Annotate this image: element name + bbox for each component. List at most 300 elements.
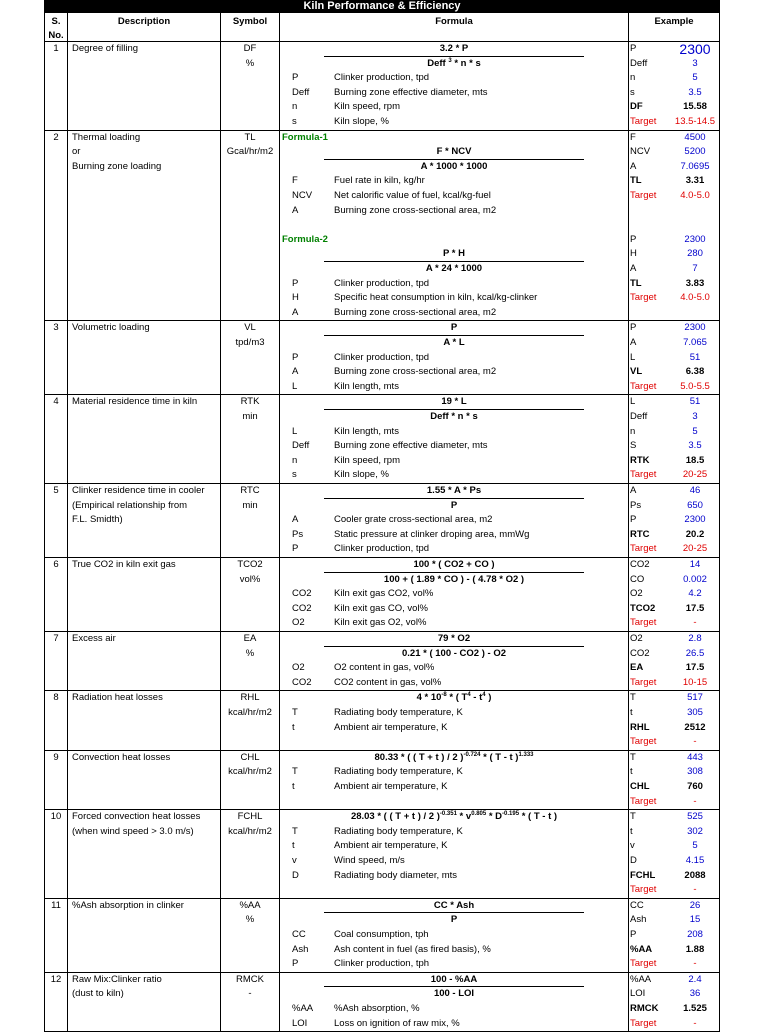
symbol-cell: [221, 558, 280, 631]
formula-variable: [280, 351, 628, 366]
example-input: [629, 233, 719, 248]
example-label: LOI: [630, 988, 646, 1000]
variable-symbol: O2: [292, 662, 305, 674]
example-target: [629, 189, 719, 204]
example-input: [629, 71, 719, 86]
example-result: [629, 602, 719, 617]
example-value: 3.31: [685, 175, 705, 187]
formula-denominator: [280, 336, 628, 351]
description-line: Radiation heat losses: [72, 692, 163, 704]
example-value: 26: [689, 899, 701, 911]
formula-denominator: [280, 987, 628, 1002]
example-value: 650: [687, 499, 703, 511]
variable-symbol: P: [292, 72, 299, 84]
formula-variable: [280, 869, 628, 884]
symbol-line: kcal/hr/m2: [228, 706, 272, 718]
description-cell: [68, 632, 221, 690]
symbol-line: kcal/hr/m2: [228, 825, 272, 837]
example-input: [629, 647, 719, 662]
example-label: CHL: [630, 780, 650, 792]
example-label: [629, 306, 671, 321]
formula-expression: [280, 751, 628, 766]
description-line: F.L. Smidth): [72, 514, 123, 526]
formula-variable: [280, 676, 628, 691]
example-target: [629, 883, 719, 898]
table-row: [45, 558, 719, 632]
example-value: 305: [687, 706, 703, 718]
formula-text: 100 - LOI: [433, 988, 475, 1000]
example-label: P: [630, 43, 637, 54]
formula-variable: [280, 706, 628, 721]
formula-label: [280, 233, 628, 248]
formula-cell: [280, 691, 629, 749]
formula-text: 0.21 * ( 100 - CO2 ) - O2: [401, 647, 506, 659]
example-input: [629, 632, 719, 647]
example-value: 4.15: [685, 854, 705, 866]
example-cell: [629, 395, 719, 483]
example-input: [629, 899, 719, 914]
example-input: [629, 145, 719, 160]
example-label: L: [630, 351, 636, 363]
example-value: 2.4: [688, 973, 702, 985]
example-input: [629, 854, 719, 869]
variable-definition: CO2 content in gas, vol%: [334, 676, 442, 688]
example-input: [629, 410, 719, 425]
example-value: 18.5: [685, 454, 705, 466]
variable-definition: Ambient air temperature, K: [334, 780, 448, 792]
example-label: P: [630, 928, 637, 940]
example-label: Deff: [630, 57, 648, 69]
example-result: [629, 277, 719, 292]
formula-variable: [280, 825, 628, 840]
example-label: RHL: [630, 721, 650, 733]
example-value: 7: [692, 262, 698, 274]
formula-variable: [280, 115, 628, 130]
formula-variable: [280, 943, 628, 958]
formula-variable: [280, 174, 628, 189]
example-label: P: [630, 322, 637, 334]
example-value: -: [693, 736, 697, 748]
example-label: TCO2: [630, 602, 656, 614]
example-value: [671, 204, 719, 219]
example-input: [629, 351, 719, 366]
variable-symbol: A: [292, 306, 299, 318]
example-input: [629, 57, 719, 72]
formula-text: 80.33 * ( ( T + t ) / 2 )$^{-0.724}$ * ( T - t )$^{1.333}$: [374, 751, 534, 763]
example-target: [629, 795, 719, 810]
formula-variable: [280, 468, 628, 483]
example-label: Target: [630, 795, 657, 807]
description-cell: [68, 810, 221, 898]
example-label: %AA: [630, 943, 653, 955]
formula-spacer: [280, 883, 628, 898]
row-number: 5: [53, 484, 59, 496]
formula-denominator: [280, 262, 628, 277]
variable-definition: Burning zone effective diameter, mts: [334, 440, 488, 452]
description-line: (when wind speed > 3.0 m/s): [72, 825, 194, 837]
sno-cell: [45, 751, 68, 809]
formula-text: CC * Ash: [324, 899, 584, 914]
description-cell: [68, 484, 221, 557]
sno-cell: [45, 691, 68, 749]
formula-variable: [280, 928, 628, 943]
formula-label-text: Formula-1: [282, 131, 328, 143]
row-number: 11: [51, 899, 61, 911]
symbol-cell: [221, 484, 280, 557]
example-label: Target: [630, 380, 657, 392]
example-label: CO2: [630, 558, 650, 570]
example-value: 4500: [684, 131, 706, 143]
example-label: H: [630, 248, 637, 260]
symbol-line: RTK: [240, 396, 260, 408]
example-label: CC: [630, 899, 644, 911]
variable-symbol: t: [292, 780, 295, 792]
symbol-cell: [221, 751, 280, 809]
formula-text: A * L: [443, 336, 465, 348]
header-example: Example: [654, 16, 694, 27]
example-input: [629, 395, 719, 410]
formula-denominator: [280, 57, 628, 72]
formula-cell: [280, 973, 629, 1031]
example-value: 3: [692, 57, 698, 69]
example-label: Target: [630, 736, 657, 748]
example-value: 20.2: [685, 528, 705, 540]
example-value: 46: [689, 484, 701, 496]
example-value: 7.0695: [680, 160, 710, 172]
example-cell: [629, 751, 719, 809]
variable-symbol: CO2: [292, 676, 312, 688]
sno-cell: [45, 810, 68, 898]
formula-cell: [280, 42, 629, 130]
example-target: [629, 542, 719, 557]
example-label: n: [630, 72, 636, 84]
formula-text: 19 * L: [324, 395, 584, 410]
example-label: VL: [630, 366, 643, 378]
example-value: 525: [687, 811, 703, 823]
example-label: Target: [630, 543, 657, 555]
variable-definition: Kiln exit gas O2, vol%: [334, 617, 427, 629]
example-value: 760: [687, 780, 703, 792]
example-input: [629, 247, 719, 262]
formula-numerator: [280, 395, 628, 410]
example-label: Ps: [630, 499, 642, 511]
variable-definition: Radiating body temperature, K: [334, 825, 463, 837]
example-label: n: [630, 425, 636, 437]
variable-definition: Burning zone cross-sectional area, m2: [334, 306, 497, 318]
example-target: [629, 468, 719, 483]
formula-variable: [280, 189, 628, 204]
variable-symbol: L: [292, 380, 298, 392]
example-value: 13.5-14.5: [674, 115, 716, 127]
example-label: O2: [630, 632, 643, 644]
header-symbol: Symbol: [221, 13, 280, 41]
table-row: [45, 131, 719, 322]
example-label: TL: [630, 277, 642, 289]
symbol-cell: [221, 321, 280, 394]
example-value: 20-25: [682, 543, 708, 555]
example-input: [629, 765, 719, 780]
formula-text: P * H: [324, 247, 584, 262]
description-line: Forced convection heat losses: [72, 811, 201, 823]
example-label: A: [630, 160, 637, 172]
formula-text: 3.2 * P: [324, 42, 584, 57]
variable-definition: Cooler grate cross-sectional area, m2: [334, 514, 493, 526]
formula-variable: [280, 365, 628, 380]
example-value: 14: [689, 558, 701, 570]
formula-label-text: Formula-2: [282, 233, 328, 245]
variable-definition: Ambient air temperature, K: [334, 721, 448, 733]
variable-symbol: n: [292, 454, 298, 466]
formula-variable: [280, 277, 628, 292]
example-value: -: [693, 958, 697, 970]
variable-definition: Kiln speed, rpm: [334, 101, 401, 113]
row-number: 6: [53, 558, 59, 570]
formula-text: A * 24 * 1000: [425, 262, 483, 274]
table-row: [45, 973, 719, 1032]
example-value: 10-15: [682, 676, 708, 688]
formula-variable: [280, 306, 628, 321]
variable-symbol: L: [292, 425, 298, 437]
formula-text: F * NCV: [324, 145, 584, 160]
variable-symbol: F: [292, 175, 298, 187]
example-label: t: [630, 766, 633, 778]
example-label: Target: [630, 617, 657, 629]
symbol-cell: [221, 973, 280, 1031]
example-cell: [629, 131, 719, 321]
formula-variable: [280, 780, 628, 795]
symbol-cell: [221, 395, 280, 483]
example-value: 15: [689, 914, 701, 926]
example-value: 36: [689, 988, 701, 1000]
symbol-line: Gcal/hr/m2: [226, 146, 274, 158]
variable-symbol: s: [292, 469, 297, 481]
example-result: [629, 721, 719, 736]
row-number: 1: [53, 43, 59, 54]
example-cell: [629, 321, 719, 394]
example-input: [629, 825, 719, 840]
formula-variable: [280, 528, 628, 543]
example-value: 15.58: [683, 101, 707, 113]
example-value: 5: [692, 425, 698, 437]
example-input: [629, 306, 719, 321]
row-number: 7: [53, 632, 59, 644]
example-label: A: [630, 484, 637, 496]
example-input: [629, 336, 719, 351]
formula-variable: [280, 587, 628, 602]
row-number: 10: [50, 811, 62, 823]
example-label: FCHL: [630, 869, 656, 881]
example-input: [629, 973, 719, 988]
example-target: [629, 291, 719, 306]
variable-definition: Burning zone cross-sectional area, m2: [334, 366, 497, 378]
example-cell: [629, 558, 719, 631]
example-label: T: [630, 811, 636, 823]
variable-symbol: P: [292, 543, 299, 555]
formula-variable: [280, 425, 628, 440]
variable-definition: Burning zone effective diameter, mts: [334, 86, 488, 98]
variable-symbol: D: [292, 869, 299, 881]
example-value: 280: [687, 248, 703, 260]
symbol-cell: [221, 42, 280, 130]
example-label: F: [630, 131, 636, 143]
sheet-title: Kiln Performance & Efficiency: [45, 0, 719, 13]
example-cell: [629, 484, 719, 557]
formula-text: 1.55 * A * Ps: [324, 484, 584, 499]
example-label: CO: [630, 573, 645, 585]
variable-symbol: T: [292, 825, 298, 837]
symbol-cell: [221, 899, 280, 972]
table-row: [45, 42, 719, 131]
example-label: TL: [630, 175, 642, 187]
variable-definition: Kiln exit gas CO2, vol%: [334, 588, 434, 600]
example-target: [629, 616, 719, 631]
formula-variable: [280, 454, 628, 469]
example-label: %AA: [630, 973, 652, 985]
variable-symbol: Deff: [292, 440, 310, 452]
example-input: [629, 987, 719, 1002]
formula-text: P: [324, 321, 584, 336]
formula-variable: [280, 839, 628, 854]
formula-cell: [280, 131, 629, 321]
example-value: 2088: [684, 869, 706, 881]
variable-definition: Net calorific value of fuel, kcal/kg-fuel: [334, 189, 491, 201]
formula-text: A * 1000 * 1000: [420, 160, 488, 172]
variable-definition: %Ash absorption, %: [334, 1002, 420, 1014]
description-line: or: [72, 146, 81, 158]
formula-text: 100 - %AA: [324, 973, 584, 988]
example-input: [629, 42, 719, 57]
formula-variable: [280, 513, 628, 528]
variable-definition: Burning zone cross-sectional area, m2: [334, 204, 497, 216]
symbol-line: TCO2: [237, 558, 263, 570]
example-label: T: [630, 692, 636, 704]
example-value: 0.002: [683, 573, 707, 585]
example-label: RMCK: [630, 1002, 659, 1014]
example-target: [629, 676, 719, 691]
description-cell: [68, 131, 221, 321]
example-label: A: [630, 262, 637, 274]
formula-variable: [280, 765, 628, 780]
example-input: [629, 484, 719, 499]
formula-text: 100 * ( CO2 + CO ): [324, 558, 584, 573]
formula-cell: [280, 899, 629, 972]
formula-expression: [280, 810, 628, 825]
formula-text: $4 * 10^{-8}$ * ( $T^4 - t^4$ ): [416, 692, 492, 704]
symbol-line: RMCK: [236, 973, 264, 985]
variable-symbol: T: [292, 766, 298, 778]
example-label: s: [630, 86, 635, 98]
example-input: [629, 439, 719, 454]
sno-cell: [45, 484, 68, 557]
example-label: T: [630, 751, 636, 763]
symbol-line: %: [245, 914, 255, 926]
variable-definition: Kiln speed, rpm: [334, 454, 401, 466]
variable-definition: Clinker production, tpd: [334, 72, 430, 84]
variable-symbol: P: [292, 958, 299, 970]
formula-spacer: [280, 218, 628, 233]
example-label: RTC: [630, 528, 650, 540]
example-label: Deff: [630, 410, 648, 422]
variable-definition: Radiating body temperature, K: [334, 706, 463, 718]
variable-definition: Kiln slope, %: [334, 115, 389, 127]
example-label: EA: [630, 662, 644, 674]
example-target: [629, 735, 719, 750]
formula-numerator: [280, 558, 628, 573]
example-cell: [629, 810, 719, 898]
variable-definition: Kiln length, mts: [334, 425, 399, 437]
variable-definition: O2 content in gas, vol%: [334, 662, 435, 674]
variable-definition: Ash content in fuel (as fired basis), %: [334, 943, 491, 955]
example-input: [629, 204, 719, 219]
example-target: [629, 380, 719, 395]
description-line: Convection heat losses: [72, 751, 171, 763]
variable-symbol: %AA: [292, 1002, 314, 1014]
description-cell: [68, 395, 221, 483]
example-result: [629, 528, 719, 543]
example-label: D: [630, 854, 637, 866]
kiln-performance-sheet: [44, 0, 720, 1032]
symbol-cell: [221, 691, 280, 749]
example-label: Target: [630, 676, 657, 688]
description-cell: [68, 899, 221, 972]
symbol-line: VL: [244, 322, 256, 334]
variable-symbol: LOI: [292, 1017, 308, 1029]
variable-symbol: NCV: [292, 189, 313, 201]
example-input: [629, 691, 719, 706]
variable-definition: Wind speed, m/s: [334, 854, 405, 866]
example-result: [629, 454, 719, 469]
variable-symbol: O2: [292, 617, 305, 629]
formula-numerator: [280, 632, 628, 647]
formula-text: Deff * n * s: [430, 410, 478, 422]
symbol-line: RHL: [240, 692, 260, 704]
table-row: [45, 395, 719, 484]
formula-spacer: [280, 735, 628, 750]
variable-symbol: t: [292, 840, 295, 852]
table-row: [45, 632, 719, 691]
variable-symbol: Ps: [292, 528, 304, 540]
description-line: %Ash absorption in clinker: [72, 899, 184, 911]
description-cell: [68, 691, 221, 749]
example-label: v: [630, 840, 635, 852]
variable-definition: Clinker production, tpd: [334, 351, 430, 363]
variable-symbol: v: [292, 854, 297, 866]
formula-denominator: [280, 647, 628, 662]
formula-spacer: [280, 795, 628, 810]
header-row: [45, 13, 719, 42]
variable-definition: Ambient air temperature, K: [334, 840, 448, 852]
example-label: Target: [630, 189, 657, 201]
example-value: 2300: [684, 233, 706, 245]
variable-definition: Kiln length, mts: [334, 380, 399, 392]
formula-variable: [280, 661, 628, 676]
table-row: [45, 810, 719, 899]
formula-numerator: [280, 321, 628, 336]
example-result: [629, 1002, 719, 1017]
formula-text: 79 * O2: [324, 632, 584, 647]
variable-symbol: Deff: [292, 86, 310, 98]
example-input: [629, 558, 719, 573]
variable-symbol: T: [292, 706, 298, 718]
example-value: -: [693, 795, 697, 807]
example-input: [629, 499, 719, 514]
description-cell: [68, 558, 221, 631]
formula-numerator: [280, 145, 628, 160]
formula-numerator: [280, 973, 628, 988]
table-body: [45, 42, 719, 1032]
symbol-line: TL: [244, 131, 256, 143]
example-input: [629, 587, 719, 602]
